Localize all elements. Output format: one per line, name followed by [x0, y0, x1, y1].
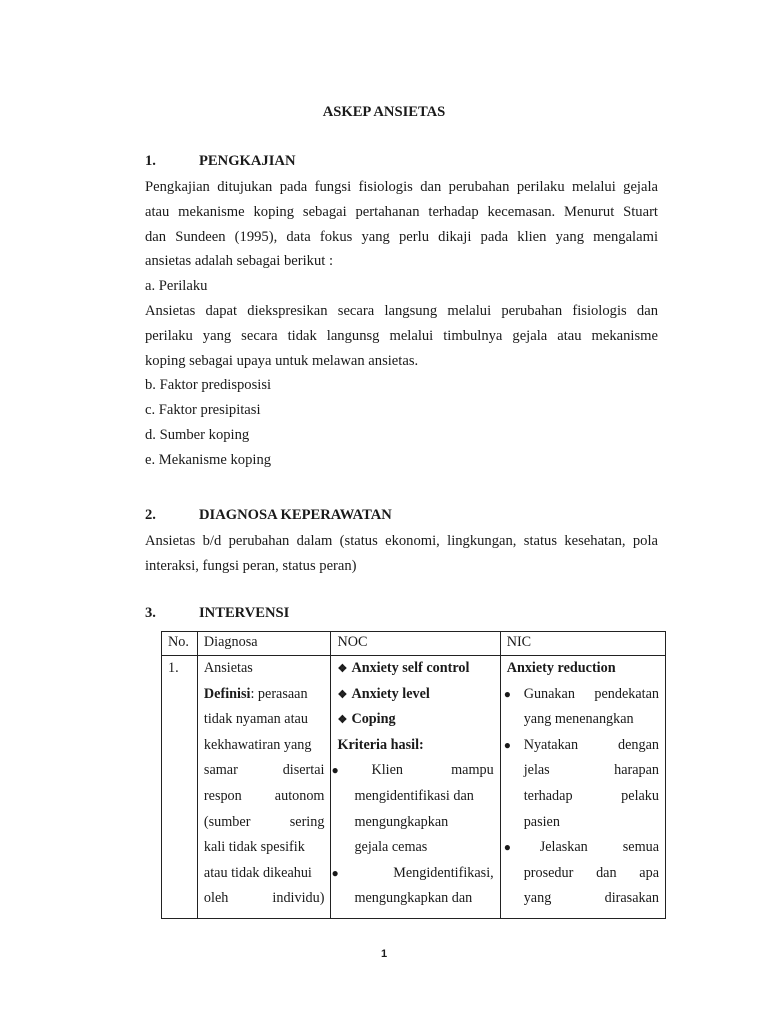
cell-nic [500, 656, 665, 919]
nic-heading: Anxiety reduction [506, 660, 616, 676]
nic-line [507, 786, 659, 812]
word: yang [523, 890, 552, 907]
word: apa [639, 864, 659, 881]
bullet-icon: ● [503, 686, 511, 701]
word: autonom [274, 787, 325, 804]
diagnosa-paragraph [145, 529, 658, 579]
nic-line: yang menenangkan [523, 711, 634, 728]
cell-no [162, 656, 198, 919]
text-line: ansietas adalah sebagai berikut : [145, 253, 334, 270]
word: (sumber [203, 813, 251, 830]
bullet-icon: ● [503, 737, 511, 752]
page-number: 1 [380, 948, 388, 960]
criteria-line: mengungkapkan dan [354, 890, 473, 907]
table-header-row [162, 632, 666, 656]
list-item-b: b. Faktor predisposisi [145, 377, 272, 394]
word: pelaku [621, 787, 659, 804]
section-title: PENGKAJIAN [199, 153, 296, 169]
diagnosa-name: Ansietas [203, 660, 253, 676]
criteria-line: mengungkapkan [354, 813, 449, 830]
outcome-label: Anxiety self control [351, 660, 470, 676]
word: oleh [203, 890, 229, 907]
diagnosa-definition-first-line [204, 684, 325, 710]
diamond-bullet-icon: ❖ [337, 663, 348, 675]
criteria-line [337, 786, 493, 812]
section-1-heading [145, 153, 295, 170]
list-item-d: d. Sumber koping [145, 426, 250, 443]
section-number: 2. [145, 507, 156, 523]
text-line: Pengkajian ditujukan pada fungsi fisiologis dan perubahan perilaku melalui gejala [145, 179, 658, 195]
word: respon [203, 787, 242, 804]
noc-outcome [337, 658, 493, 684]
definition-line [204, 786, 325, 812]
noc-outcome [337, 684, 493, 710]
word: dengan [618, 736, 659, 753]
criteria-label: Kriteria hasil: [337, 736, 424, 753]
word: sering [289, 813, 325, 830]
definition-line: tidak nyaman atau [203, 711, 308, 728]
outcome-label: Anxiety level [351, 685, 430, 702]
text: mengidentifikasi dan [354, 787, 474, 804]
word: terhadap [523, 787, 573, 804]
definition-label: Definisi [203, 685, 251, 702]
noc-outcome [337, 709, 493, 735]
bullet-icon: ● [331, 865, 339, 880]
section-title: DIAGNOSA KEPERAWATAN [199, 507, 392, 523]
word: samar [203, 762, 238, 779]
intervensi-table [161, 631, 666, 919]
word: prosedur [523, 864, 574, 881]
word: Nyatakan [523, 736, 579, 753]
header-diagnosa: Diagnosa [197, 632, 331, 656]
criteria-item [331, 760, 493, 786]
text-line: atau mekanisme koping sebagai pertahanan terhadap kecemasan. Menurut Stuart [145, 203, 658, 220]
nic-line [507, 888, 659, 914]
bullet-icon: ● [331, 763, 339, 778]
definition-line: kekhawatiran yang [203, 736, 312, 753]
text-line: perilaku yang secara tidak langunsg melalui timbulnya gejala atau mekanisme [145, 327, 658, 344]
word: Klien [371, 762, 403, 779]
nic-line [507, 863, 659, 889]
definition-line [204, 812, 325, 838]
word: Jelaskan [539, 839, 588, 856]
cell-noc [331, 656, 500, 919]
word: harapan [614, 762, 659, 779]
diamond-bullet-icon: ❖ [337, 714, 348, 727]
section-2-heading [145, 507, 392, 524]
list-item-c: c. Faktor presipitasi [145, 402, 261, 419]
header-no: No. [162, 632, 198, 656]
section-number: 1. [145, 153, 156, 169]
text-line: interaksi, fungsi peran, status peran) [145, 557, 357, 574]
text-line: Ansietas b/d perubahan dalam (status ekonomi, lingkungan, status kesehatan, pola [145, 533, 658, 549]
text-line: koping sebagai upaya untuk melawan ansietas. [145, 352, 419, 369]
cell-diagnosa [197, 656, 331, 919]
definition-line [204, 888, 325, 914]
outcome-label: Coping [351, 711, 396, 728]
header-nic: NIC [500, 632, 665, 656]
nic-line: pasien [523, 813, 560, 830]
section-title: INTERVENSI [199, 605, 290, 621]
list-item-a: a. Perilaku [145, 278, 208, 295]
word: pendekatan [594, 685, 659, 702]
definition-text: : perasaan [250, 685, 308, 702]
row-number: 1. [168, 660, 179, 676]
nic-line [507, 760, 659, 786]
document-title: ASKEP ANSIETAS [322, 104, 446, 120]
text-line: Ansietas dapat diekspresikan secara langsung melalui perubahan fisiologis dan [145, 302, 658, 319]
word: individu) [272, 890, 325, 907]
word: Mengidentifikasi, [393, 864, 494, 881]
section-3-heading [145, 605, 289, 622]
diamond-bullet-icon: ❖ [337, 688, 348, 701]
definition-line: kali tidak spesifik [203, 839, 305, 856]
table-row [162, 656, 666, 919]
word: dan [596, 864, 617, 881]
nic-action [504, 735, 659, 761]
bullet-icon: ● [503, 840, 511, 855]
criteria-item [331, 863, 493, 889]
word: jelas [523, 762, 550, 779]
list-item-e: e. Mekanisme koping [145, 451, 272, 468]
pengkajian-intro-paragraph [145, 175, 658, 473]
word: mampu [451, 762, 494, 779]
word: Gunakan [523, 685, 575, 702]
word: semua [622, 839, 659, 856]
nic-action [504, 684, 659, 710]
word: dirasakan [604, 890, 659, 907]
section-number: 3. [145, 605, 156, 621]
word: disertai [282, 762, 325, 779]
definition-line [204, 760, 325, 786]
text-line: dan Sundeen (1995), data fokus yang perlu dikaji pada klien yang mengalami [145, 228, 658, 245]
nic-action [504, 837, 659, 863]
header-noc: NOC [331, 632, 500, 656]
criteria-line: gejala cemas [354, 839, 428, 856]
definition-line: atau tidak dikeahui [203, 864, 312, 881]
